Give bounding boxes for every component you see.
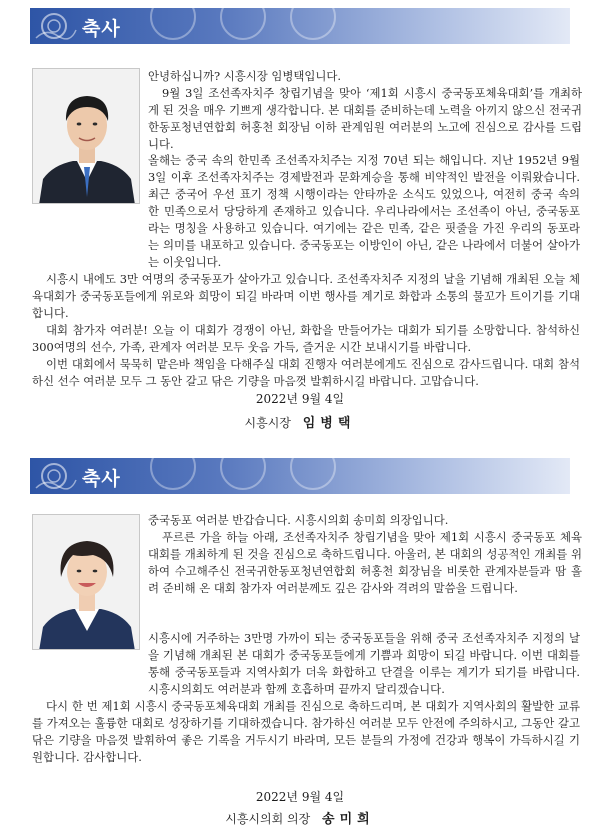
section1-signature bbox=[30, 412, 570, 431]
section1-paragraph-6: 이번 대회에서 묵묵히 맡은바 책임을 다해주실 대회 진행자 여러분에게도 진심으로 감사드립니다. 대회 참석하신 선수 여러분 모두 그 동안 갈고 닦은 기량을 마음껏 발휘하시길 바랍니다. 고맙습니다. bbox=[32, 357, 580, 388]
section1-paragraph-2: 9월 3일 조선족자치주 창립기념을 맞아 ‘제1회 시흥시 중국동포체육대회’를 개최하게 된 것을 매우 기쁘게 생각합니다. 본 대회를 준비하는데 노력을 아끼지 않으신 전국귀한동포청년연합회 허홍천 회장님 이하 관계임원 여러분의 노고에 진심으로 감사를 드립니다. bbox=[148, 86, 582, 151]
section2-header bbox=[30, 458, 570, 494]
section1-paragraph-3: 올해는 중국 속의 한민족 조선족자치주는 지정 70년 되는 해입니다. 지난 1952년 9월 3일 이후 조선족자치주는 경제발전과 문화계승을 통해 비약적인 발전을 이뤄왔습니다. 최근 중국어 우선 표기 정책 시행이라는 안타까운 소식도 있었으나, 여전히 중국 속의 한 민족으로서 당당하게 존재하고 있습니다. 우리나라에서는 조선족이 아닌, 중국동포라는 명칭을 사용하고 있습니다. 여기에는 같은 민족, 같은 핏줄을 가진 우리의 동포라는 의미를 내포하고 있습니다. 중국동포는 이방인이 아닌, 같은 나라에서 더불어 살아가는 이웃입니다. bbox=[148, 153, 580, 269]
section1-paragraph-5: 대회 참가자 여러분! 오늘 이 대회가 경쟁이 아닌, 화합을 만들어가는 대회가 되기를 소망합니다. 참석하신 300여명의 선수, 가족, 관계자 여러분 모두 웃음 가득, 즐거운 시간 보내시기를 바랍니다. bbox=[32, 323, 580, 354]
section2-paragraph-2: 푸르른 가을 하늘 아래, 조선족자치주 창립기념을 맞아 제1회 시흥시 중국동포 체육대회를 개최하게 된 것을 진심으로 축하드립니다. 아울러, 본 대회의 성공적인 개최를 위하여 수고해주신 전국귀한동포청년연합회 허홍천 회장님을 비롯한 관계자분들과 땀 흘려 준비해 온 대회 참가자 여러분께도 깊은 감사와 격려의 말씀을 드립니다. bbox=[148, 530, 582, 595]
section1-title: 축사 bbox=[82, 18, 121, 40]
header-swirl-icon bbox=[30, 8, 78, 44]
section2-text-bottom bbox=[32, 630, 580, 766]
section1-header bbox=[30, 8, 570, 44]
section1-text-bottom bbox=[32, 152, 580, 390]
section2-date: 2022년 9월 4일 bbox=[255, 790, 345, 804]
section1-signer-name: 임병택 bbox=[302, 416, 356, 431]
section2-paragraph-4: 다시 한 번 제1회 시흥시 중국동포체육대회 개최를 진심으로 축하드리며, 본 대회가 지역사회의 활발한 교류를 가져오는 훌륭한 대회로 성장하기를 기대하겠습니다. 참가하신 여러분 모두 안전에 주의하시고, 그동안 갈고닦은 기량을 마음껏 발휘하여 좋은 기록을 거두시기 바라며, 모든 분들의 가정에 건강과 행복이 가득하시길 기원합니다. 감사합니다. bbox=[32, 699, 580, 764]
header-swirl-icon bbox=[30, 458, 78, 494]
section2-title: 축사 bbox=[82, 468, 121, 490]
section2-paragraph-3: 시흥시에 거주하는 3만명 가까이 되는 중국동포들을 위해 중국 조선족자치주 지정의 날을 기념해 개최된 본 대회가 중국동포들에게 기쁨과 희망이 되길 바랍니다. 이번 대회를 통해 중국동포들과 지역사회가 더욱 화합하고 단결을 이루는 계기가 되기를 바랍니다. 시흥시의회도 여러분과 함께 호흡하며 끝까지 달리겠습니다. bbox=[148, 631, 580, 696]
section1-signer-title: 시흥시장 bbox=[244, 416, 291, 430]
section2-text-top bbox=[148, 512, 582, 597]
section1-paragraph-4: 시흥시 내에도 3만 여명의 중국동포가 살아가고 있습니다. 조선족자치주 지정의 날을 기념해 개최된 오늘 체육대회가 중국동포들에게 위로와 희망이 되길 바라며 이번 행사를 계기로 화합과 소통의 물꼬가 트이기를 기대합니다. bbox=[32, 272, 580, 320]
section2-signature bbox=[30, 808, 570, 827]
section2-signer-name: 송미희 bbox=[322, 812, 375, 827]
section1-date: 2022년 9월 4일 bbox=[255, 392, 345, 406]
section1-text-top bbox=[148, 68, 582, 153]
section1-paragraph-1: 안녕하십니까? 시흥시장 임병택입니다. bbox=[148, 69, 342, 83]
section2-paragraph-1: 중국동포 여러분 반갑습니다. 시흥시의회 송미희 의장입니다. bbox=[148, 513, 449, 527]
section2-signer-title: 시흥시의회 의장 bbox=[225, 812, 311, 826]
